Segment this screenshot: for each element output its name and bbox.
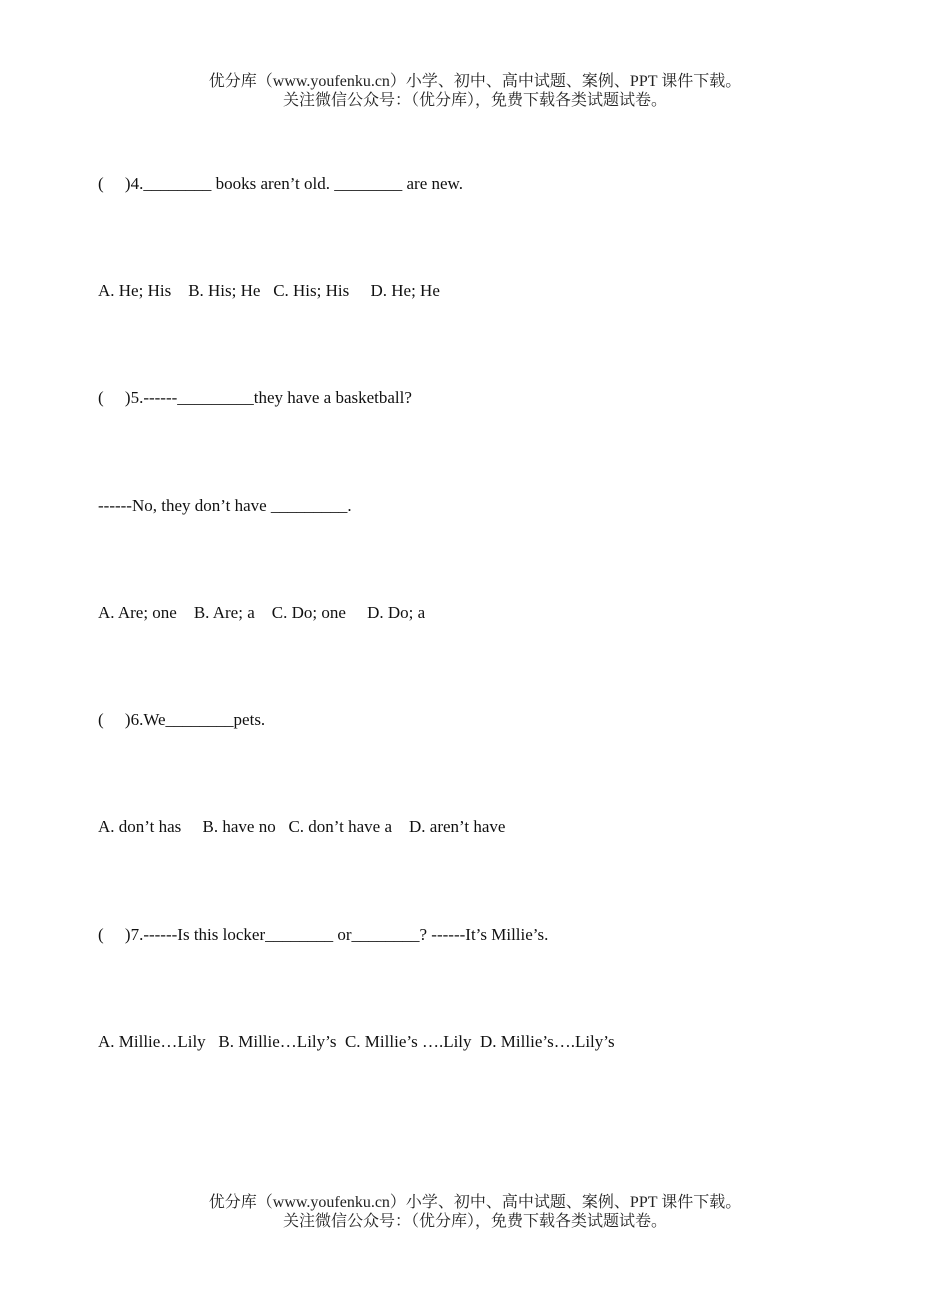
- question-5-stem: ( )5.------_________they have a basketball?: [98, 388, 412, 407]
- question-5-options: A. Are; one B. Are; a C. Do; one D. Do; a: [98, 603, 426, 622]
- question-6-options: A. don’t has B. have no C. don’t have a D. aren’t have: [98, 817, 506, 836]
- header-line-2: 关注微信公众号：（优分库），免费下载各类试题试卷。: [282, 92, 667, 109]
- question-4-options: A. He; His B. His; He C. His; His D. He; He: [98, 281, 440, 300]
- footer-line-1: 优分库（www.youfenku.cn）小学、初中、高中试题、案例、PPT 课件下载。: [208, 1194, 742, 1211]
- footer-line-2: 关注微信公众号：（优分库），免费下载各类试题试卷。: [282, 1213, 667, 1230]
- question-7-stem: ( )7.------Is this locker________ or________? ------It’s Millie’s.: [98, 925, 549, 944]
- question-7-options: A. Millie…Lily B. Millie…Lily’s C. Millie’s ….Lily D. Millie’s….Lily’s: [98, 1032, 615, 1051]
- question-5-reply: ------No, they don’t have _________.: [98, 496, 352, 515]
- question-6-stem: ( )6.We________pets.: [98, 710, 266, 729]
- page-header: [0, 72, 950, 110]
- page-footer: [0, 1193, 950, 1231]
- question-4-stem: ( )4.________ books aren’t old. ________ are new.: [98, 174, 463, 193]
- header-line-1: 优分库（www.youfenku.cn）小学、初中、高中试题、案例、PPT 课件下载。: [208, 73, 742, 90]
